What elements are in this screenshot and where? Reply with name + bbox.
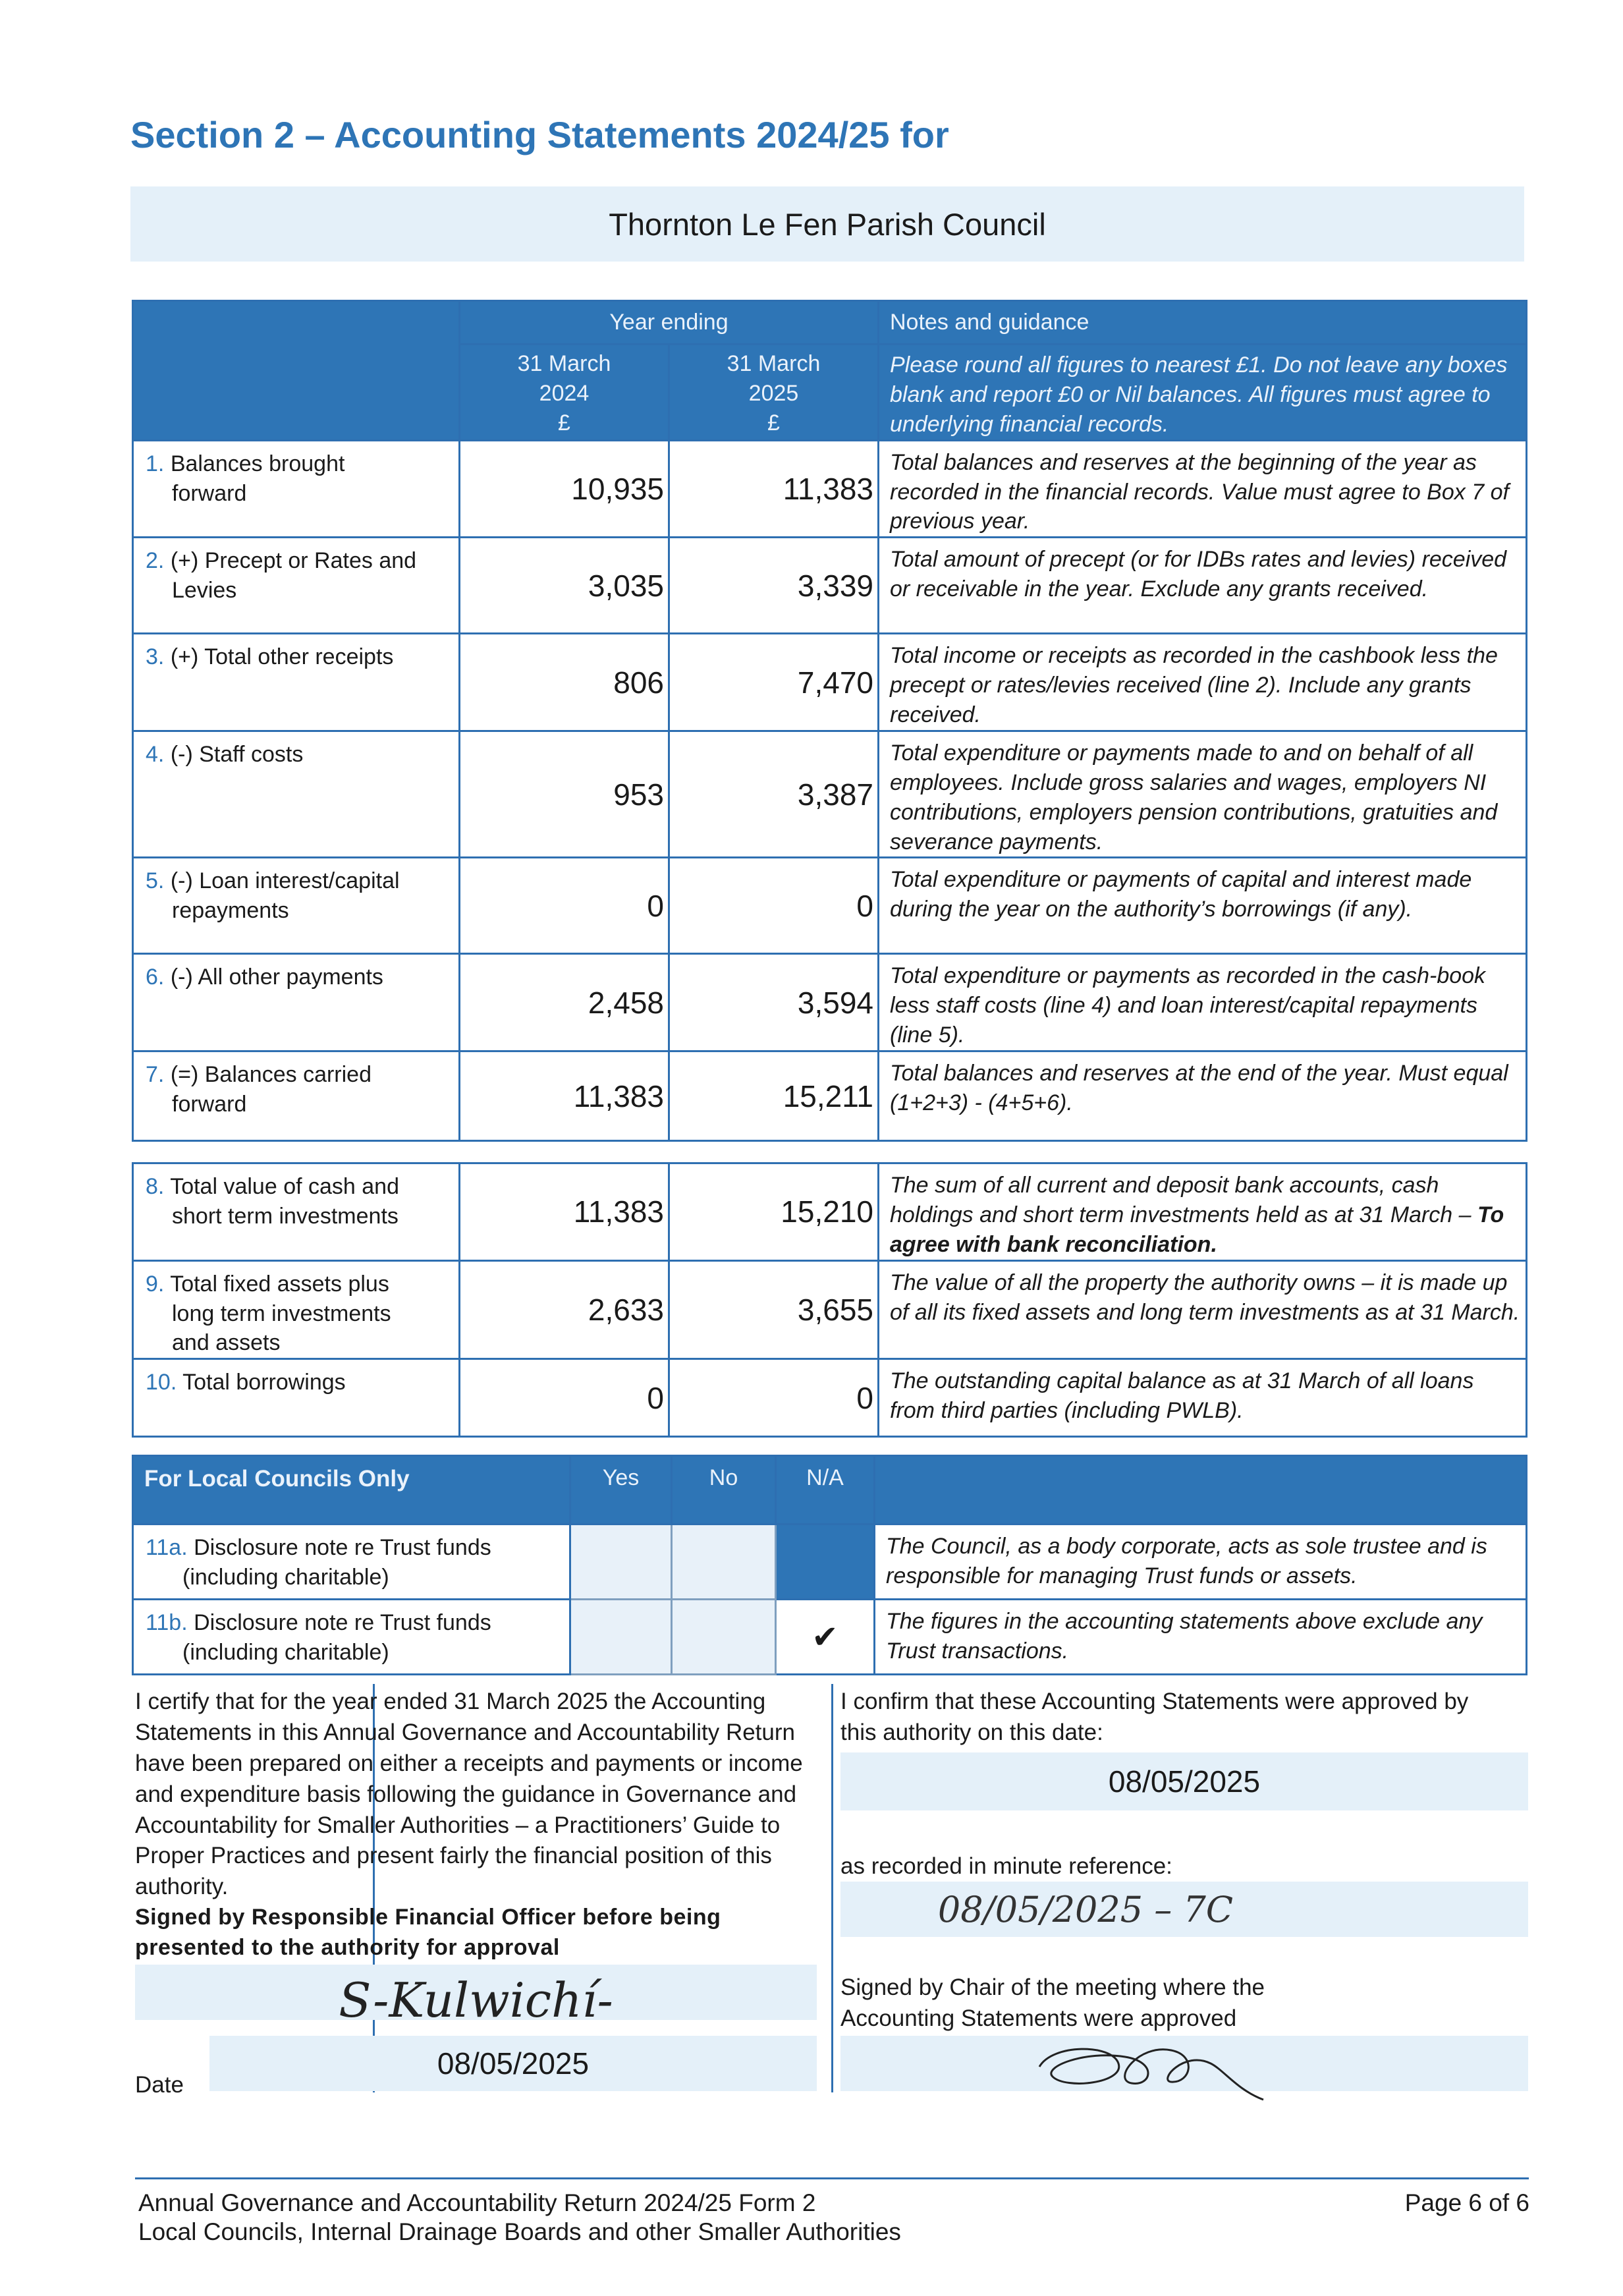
no-checkbox[interactable] (672, 1525, 776, 1600)
guidance-note: Please round all figures to nearest £1. Do not leave any boxes blank and report £0 or Nil balances. All figures must agree to underlying financial records. (879, 345, 1527, 441)
rfo-date-box (209, 2036, 817, 2091)
statement-row (133, 1051, 1527, 1141)
col-2024-header (460, 345, 669, 441)
row-number: 6. (146, 965, 165, 990)
footer-line2: Local Councils, Internal Drainage Boards and other Smaller Authorities (138, 2218, 901, 2245)
value-2024: 953 (460, 731, 669, 858)
row-label-a: (+) Total other receipts (170, 644, 394, 670)
col-2024-h1: 31 March (517, 351, 611, 376)
row-note: Total expenditure or payments made to and on behalf of all employees. Include gross salaries and wages, employers NI contributions, employers pension contributions, gratuities and severance payments. (879, 731, 1527, 858)
value-2025: 15,210 (669, 1163, 879, 1261)
row-label-a: (-) Staff costs (170, 741, 304, 767)
col-2025-header (669, 345, 879, 441)
value-2024: 3,035 (460, 538, 669, 634)
minute-label: as recorded in minute reference: (840, 1853, 1172, 1879)
value-2024: 0 (460, 1359, 669, 1437)
na-checkbox[interactable] (776, 1525, 875, 1600)
minute-ref: 08/05/2025 – 7C (937, 1888, 1234, 1930)
row-number: 8. (146, 1174, 165, 1199)
asset-note-bold: To agree with bank reconciliation. (890, 1202, 1504, 1257)
rfo-date: 08/05/2025 (437, 2046, 590, 2081)
local-councils-table (132, 1455, 1527, 1675)
row-label (133, 731, 460, 858)
chair-signature-box (840, 2036, 1528, 2091)
footer-line1: Annual Governance and Accountability Return 2024/25 Form 2 (138, 2189, 816, 2216)
local-row (133, 1525, 1527, 1600)
assets-table (132, 1162, 1527, 1438)
value-2025: 3,387 (669, 731, 879, 858)
local-note: The Council, as a body corporate, acts as sole trustee and is responsible for managing Trust funds or assets. (875, 1525, 1527, 1600)
local-notes-header (875, 1456, 1527, 1525)
value-2024: 2,633 (460, 1260, 669, 1359)
statement-row (133, 440, 1527, 538)
row-label-a: Balances brought (170, 451, 345, 476)
row-note: Total balances and reserves at the beginning of the year as recorded in the financial records. Value must agree to Box 7 of previous year. (879, 440, 1527, 538)
row-number: 9. (146, 1271, 165, 1297)
value-2025: 3,594 (669, 954, 879, 1051)
section-title: Section 2 – Accounting Statements 2024/25 for (130, 114, 949, 155)
row-label-a: (-) Loan interest/capital (170, 868, 400, 894)
asset-label-a: Total value of cash and (170, 1174, 399, 1199)
na-checkbox[interactable] (776, 1600, 875, 1675)
council-name-box (130, 186, 1524, 262)
row-label (133, 538, 460, 634)
row-note: Total income or receipts as recorded in the cashbook less the precept or rates/levies received (line 2). Include any grants received. (879, 634, 1527, 731)
row-number: 5. (146, 868, 165, 894)
statement-row (133, 954, 1527, 1051)
approval-divider (831, 1684, 833, 2092)
local-row (133, 1600, 1527, 1675)
asset-note (879, 1359, 1527, 1437)
row-note: Total amount of precept (or for IDBs rates and levies) received or receivable in the year. Exclude any grants received. (879, 538, 1527, 634)
statement-row (133, 634, 1527, 731)
asset-label-b: short term investments (172, 1203, 399, 1229)
row-number: 1. (146, 451, 165, 476)
col-2024-h3: £ (558, 410, 570, 435)
no-checkbox[interactable] (672, 1600, 776, 1675)
local-label (133, 1600, 570, 1675)
value-2024: 0 (460, 858, 669, 954)
value-2024: 11,383 (460, 1051, 669, 1141)
approval-date: 08/05/2025 (1108, 1764, 1261, 1799)
rfo-signature: S-Kulwichí- (339, 1973, 613, 2028)
asset-label-a: Total borrowings (182, 1370, 346, 1395)
na-header: N/A (776, 1456, 875, 1525)
statement-row (133, 858, 1527, 954)
no-header: No (672, 1456, 776, 1525)
asset-label (133, 1359, 460, 1437)
local-label-a: Disclosure note re Trust funds (194, 1535, 491, 1560)
value-2025: 15,211 (669, 1051, 879, 1141)
row-label-b: forward (172, 480, 247, 506)
local-label (133, 1525, 570, 1600)
row-number: 3. (146, 644, 165, 670)
row-note: Total expenditure or payments of capital and interest made during the year on the authority’s borrowings (if any). (879, 858, 1527, 954)
local-label-b: (including charitable) (182, 1564, 389, 1590)
col-2025-h1: 31 March (727, 351, 821, 376)
value-2025: 3,339 (669, 538, 879, 634)
asset-note-text: The sum of all current and deposit bank accounts, cash holdings and short term investments held as at 31 March – (890, 1173, 1472, 1227)
row-label-a: (-) All other payments (170, 965, 383, 990)
row-label-b: forward (172, 1091, 247, 1117)
asset-row (133, 1163, 1527, 1261)
asset-label-b: long term investments (172, 1301, 391, 1326)
asset-note (879, 1163, 1527, 1261)
row-number: 10. (146, 1370, 177, 1395)
asset-label (133, 1163, 460, 1261)
local-councils-header: For Local Councils Only (133, 1456, 570, 1525)
row-label (133, 858, 460, 954)
statement-row (133, 538, 1527, 634)
row-note: Total expenditure or payments as recorded in the cash-book less staff costs (line 4) and loan interest/capital repayments (line 5). (879, 954, 1527, 1051)
value-2024: 2,458 (460, 954, 669, 1051)
row-label-b: repayments (172, 898, 289, 924)
asset-row (133, 1260, 1527, 1359)
row-label (133, 1051, 460, 1141)
local-label-a: Disclosure note re Trust funds (194, 1610, 491, 1635)
asset-label-c: and assets (172, 1330, 281, 1356)
notes-header: Notes and guidance (879, 301, 1527, 345)
page-number: Page 6 of 6 (1404, 2189, 1529, 2216)
row-label (133, 634, 460, 731)
row-number: 11a. (146, 1535, 188, 1560)
year-ending-header: Year ending (460, 301, 879, 345)
header-blank (133, 301, 460, 441)
yes-checkbox[interactable] (570, 1525, 672, 1600)
value-2025: 0 (669, 858, 879, 954)
chair-label: Signed by Chair of the meeting where the Accounting Statements were approved (840, 1974, 1265, 2031)
na-tick-icon: ✔ (812, 1619, 839, 1655)
asset-note (879, 1260, 1527, 1359)
value-2025: 7,470 (669, 634, 879, 731)
asset-label-a: Total fixed assets plus (170, 1271, 389, 1297)
row-number: 7. (146, 1062, 165, 1087)
row-label-a: (+) Precept or Rates and (170, 548, 417, 574)
approval-text: I confirm that these Accounting Statements were approved by this authority on this date: (840, 1689, 1469, 1745)
value-2024: 11,383 (460, 1163, 669, 1261)
value-2025: 3,655 (669, 1260, 879, 1359)
row-label (133, 954, 460, 1051)
asset-label (133, 1260, 460, 1359)
local-label-b: (including charitable) (182, 1639, 389, 1665)
asset-note-text: The outstanding capital balance as at 31 March of all loans from third parties (including PWLB). (890, 1368, 1474, 1424)
approval-date-box (840, 1752, 1528, 1810)
row-number: 4. (146, 741, 165, 767)
row-label-a: (=) Balances carried (170, 1062, 371, 1087)
row-label (133, 440, 460, 538)
minute-ref-box (840, 1882, 1528, 1937)
value-2025: 0 (669, 1359, 879, 1437)
row-label-b: Levies (172, 578, 237, 603)
council-name: Thornton Le Fen Parish Council (609, 206, 1046, 242)
asset-row (133, 1359, 1527, 1437)
col-2024-h2: 2024 (539, 380, 590, 406)
value-2024: 10,935 (460, 440, 669, 538)
chair-signature-icon (1026, 2030, 1277, 2103)
statement-row (133, 731, 1527, 858)
value-2024: 806 (460, 634, 669, 731)
col-2025-h3: £ (767, 410, 780, 435)
row-note: Total balances and reserves at the end of the year. Must equal (1+2+3) - (4+5+6). (879, 1051, 1527, 1141)
col-2025-h2: 2025 (748, 380, 799, 406)
yes-checkbox[interactable] (570, 1600, 672, 1675)
asset-note-text: The value of all the property the authority owns – it is made up of all its fixed assets and long term investments as at 31 March. (890, 1270, 1520, 1325)
footer-rule (135, 2177, 1529, 2179)
accounting-statements-table (132, 300, 1527, 1142)
certification-text: I certify that for the year ended 31 March 2025 the Accounting Statements in this Annual Governance and Accountability Return have been prepared on either a receipts and payments or income and expenditure basis following the guidance in Governance and Accountability for Smaller Authorities – a Practitioners’ Guide to Proper Practices and present fairly the financial position of this authority. (135, 1689, 803, 1900)
local-note: The figures in the accounting statements above exclude any Trust transactions. (875, 1600, 1527, 1675)
rfo-signed-by: Signed by Responsible Financial Officer before being presented to the authority for approval (135, 1905, 721, 1960)
yes-header: Yes (570, 1456, 672, 1525)
date-label: Date (135, 2072, 184, 2098)
rfo-signature-box (135, 1965, 817, 2028)
row-number: 2. (146, 548, 165, 574)
value-2025: 11,383 (669, 440, 879, 538)
row-number: 11b. (146, 1610, 188, 1635)
